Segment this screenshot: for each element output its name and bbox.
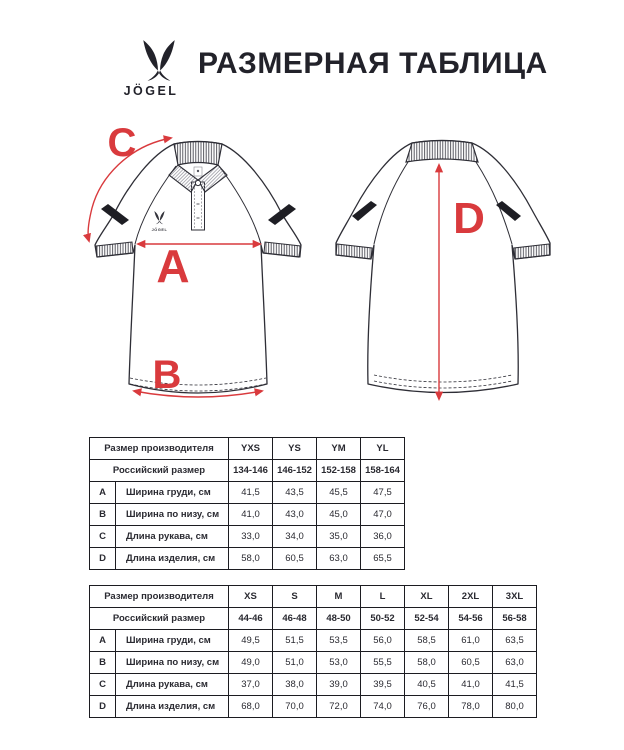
measure-value: 41,0 — [449, 674, 493, 696]
measure-row — [90, 652, 537, 674]
measure-value: 45,0 — [317, 504, 361, 526]
measure-letter: C — [90, 526, 116, 548]
measure-value: 53,0 — [317, 652, 361, 674]
measure-value: 43,5 — [273, 482, 317, 504]
size-col-header: M — [317, 586, 361, 608]
russian-size-value: 50-52 — [361, 608, 405, 630]
measure-value: 63,0 — [493, 652, 537, 674]
measure-value: 68,0 — [229, 696, 273, 718]
measure-value: 63,5 — [493, 630, 537, 652]
table-row — [90, 586, 537, 608]
measure-letter: A — [90, 630, 116, 652]
measure-value: 58,0 — [405, 652, 449, 674]
measure-value: 49,5 — [229, 630, 273, 652]
measure-value: 51,5 — [273, 630, 317, 652]
brand-wordmark: JÖGEL — [123, 84, 179, 98]
measure-value: 45,5 — [317, 482, 361, 504]
measure-value: 37,0 — [229, 674, 273, 696]
measure-value: 60,5 — [449, 652, 493, 674]
measure-label: Ширина по низу, см — [116, 652, 229, 674]
measure-value: 35,0 — [317, 526, 361, 548]
measure-label: Ширина груди, см — [116, 630, 229, 652]
measure-label: Длина рукава, см — [116, 674, 229, 696]
table-row — [90, 438, 405, 460]
russian-size-value: 56-58 — [493, 608, 537, 630]
measure-value: 58,5 — [405, 630, 449, 652]
measure-letter: B — [90, 652, 116, 674]
russian-size-value: 134-146 — [229, 460, 273, 482]
measure-value: 60,5 — [273, 548, 317, 570]
measure-letter-d: D — [453, 194, 485, 243]
front-collar-band — [174, 142, 222, 166]
front-neck-tag — [194, 167, 202, 176]
measure-value: 33,0 — [229, 526, 273, 548]
russian-size-value: 146-152 — [273, 460, 317, 482]
measure-letter: A — [90, 482, 116, 504]
brand-logo-icon — [136, 40, 182, 82]
measure-label: Ширина груди, см — [116, 482, 229, 504]
front-body-outline — [95, 142, 301, 394]
measure-value: 36,0 — [361, 526, 405, 548]
size-col-header: YM — [317, 438, 361, 460]
measure-label: Длина изделия, см — [116, 696, 229, 718]
measure-value: 76,0 — [405, 696, 449, 718]
measure-value: 70,0 — [273, 696, 317, 718]
table-row — [90, 608, 537, 630]
measure-letter: C — [90, 674, 116, 696]
measure-row — [90, 630, 537, 652]
russian-size-value: 152-158 — [317, 460, 361, 482]
measure-value: 40,5 — [405, 674, 449, 696]
measure-row — [90, 548, 405, 570]
measure-letter: B — [90, 504, 116, 526]
measure-letter: D — [90, 696, 116, 718]
measure-row — [90, 674, 537, 696]
measure-label: Длина изделия, см — [116, 548, 229, 570]
measure-value: 41,0 — [229, 504, 273, 526]
measure-label: Ширина по низу, см — [116, 504, 229, 526]
measure-value: 47,5 — [361, 482, 405, 504]
measure-value: 38,0 — [273, 674, 317, 696]
measure-row — [90, 526, 405, 548]
measure-letter-b: B — [152, 353, 182, 397]
table-row — [90, 460, 405, 482]
measure-row — [90, 696, 537, 718]
manufacturer-size-label: Размер производителя — [90, 586, 229, 608]
front-chest-logo-text: JÖGEL — [151, 228, 168, 232]
back-body-outline — [336, 141, 550, 393]
size-col-header: S — [273, 586, 317, 608]
measure-row — [90, 482, 405, 504]
measure-value: 49,0 — [229, 652, 273, 674]
page-title: РАЗМЕРНАЯ ТАБЛИЦА — [198, 47, 548, 80]
measure-value: 74,0 — [361, 696, 405, 718]
measure-value: 39,5 — [361, 674, 405, 696]
measure-value: 53,5 — [317, 630, 361, 652]
measure-letter: D — [90, 548, 116, 570]
measure-value: 78,0 — [449, 696, 493, 718]
front-collar-button — [195, 180, 200, 185]
size-table-youth — [89, 437, 405, 570]
measure-value: 47,0 — [361, 504, 405, 526]
size-col-header: 2XL — [449, 586, 493, 608]
measure-value: 56,0 — [361, 630, 405, 652]
measure-letter-a: A — [156, 240, 190, 292]
measure-value: 43,0 — [273, 504, 317, 526]
measure-value: 65,5 — [361, 548, 405, 570]
measure-label: Длина рукава, см — [116, 526, 229, 548]
measure-value: 63,0 — [317, 548, 361, 570]
measure-value: 41,5 — [493, 674, 537, 696]
russian-size-label: Российский размер — [90, 608, 229, 630]
size-table-adult — [89, 585, 537, 718]
size-col-header: XS — [229, 586, 273, 608]
russian-size-value: 54-56 — [449, 608, 493, 630]
russian-size-value: 46-48 — [273, 608, 317, 630]
measure-value: 39,0 — [317, 674, 361, 696]
measure-value: 34,0 — [273, 526, 317, 548]
russian-size-value: 52-54 — [405, 608, 449, 630]
front-placket — [192, 182, 205, 230]
russian-size-value: 44-46 — [229, 608, 273, 630]
measure-value: 55,5 — [361, 652, 405, 674]
size-col-header: YS — [273, 438, 317, 460]
measure-value: 58,0 — [229, 548, 273, 570]
manufacturer-size-label: Размер производителя — [90, 438, 229, 460]
measure-letter-c: C — [107, 121, 137, 165]
size-col-header: YL — [361, 438, 405, 460]
measure-value: 72,0 — [317, 696, 361, 718]
russian-size-label: Российский размер — [90, 460, 229, 482]
size-col-header: L — [361, 586, 405, 608]
measure-value: 61,0 — [449, 630, 493, 652]
russian-size-value: 158-164 — [361, 460, 405, 482]
polo-front-drawing — [70, 112, 330, 412]
measure-value: 41,5 — [229, 482, 273, 504]
size-col-header: XL — [405, 586, 449, 608]
size-col-header: 3XL — [493, 586, 537, 608]
measure-value: 80,0 — [493, 696, 537, 718]
polo-back-drawing — [330, 112, 560, 412]
back-collar-band — [406, 141, 478, 163]
measure-row — [90, 504, 405, 526]
size-col-header: YXS — [229, 438, 273, 460]
measure-value: 51,0 — [273, 652, 317, 674]
russian-size-value: 48-50 — [317, 608, 361, 630]
